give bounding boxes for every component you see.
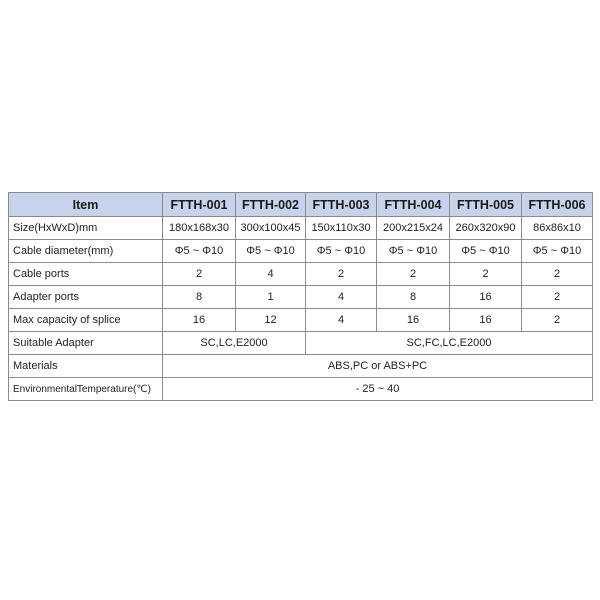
table-cell: Φ5 ~ Φ10	[163, 240, 236, 263]
materials-value: ABS,PC or ABS+PC	[163, 355, 593, 378]
header-item: Item	[9, 193, 163, 217]
suitable-adapter-group-b: SC,FC,LC,E2000	[306, 332, 593, 355]
row-cable-diameter	[9, 240, 593, 263]
header-row	[9, 193, 593, 217]
row-suitable-adapter	[9, 332, 593, 355]
table-cell: 4	[306, 286, 377, 309]
table-cell: 16	[377, 309, 450, 332]
table-cell: 16	[450, 286, 522, 309]
table-cell: 300x100x45	[236, 217, 306, 240]
table-cell: 2	[377, 263, 450, 286]
header-model-ftth-001: FTTH-001	[163, 193, 236, 217]
table-cell: Φ5 ~ Φ10	[306, 240, 377, 263]
table-cell: 260x320x90	[450, 217, 522, 240]
table-cell: 8	[163, 286, 236, 309]
row-materials	[9, 355, 593, 378]
table-cell: 2	[450, 263, 522, 286]
table-cell: Φ5 ~ Φ10	[450, 240, 522, 263]
row-label-suitable-adapter: Suitable Adapter	[9, 332, 163, 355]
table-cell: 16	[450, 309, 522, 332]
table-cell: 150x110x30	[306, 217, 377, 240]
table-cell: 8	[377, 286, 450, 309]
table-cell: 86x86x10	[522, 217, 593, 240]
table-cell: 4	[236, 263, 306, 286]
row-label-adapter-ports: Adapter ports	[9, 286, 163, 309]
row-label-max-capacity-splice: Max capacity of splice	[9, 309, 163, 332]
row-max-capacity-splice	[9, 309, 593, 332]
suitable-adapter-group-a: SC,LC,E2000	[163, 332, 306, 355]
row-label-materials: Materials	[9, 355, 163, 378]
table-cell: 16	[163, 309, 236, 332]
row-label-environmental-temperature: EnvironmentalTemperature(℃)	[9, 378, 163, 401]
environmental-temperature-value: - 25 ~ 40	[163, 378, 593, 401]
table-cell: Φ5 ~ Φ10	[522, 240, 593, 263]
row-label-cable-ports: Cable ports	[9, 263, 163, 286]
table-cell: Φ5 ~ Φ10	[377, 240, 450, 263]
table-cell: 4	[306, 309, 377, 332]
table-cell: 1	[236, 286, 306, 309]
header-model-ftth-006: FTTH-006	[522, 193, 593, 217]
row-adapter-ports	[9, 286, 593, 309]
table-cell: 2	[163, 263, 236, 286]
row-cable-ports	[9, 263, 593, 286]
table-cell: 2	[306, 263, 377, 286]
table-cell: 2	[522, 286, 593, 309]
specification-table	[8, 192, 593, 401]
header-model-ftth-005: FTTH-005	[450, 193, 522, 217]
table-cell: 2	[522, 309, 593, 332]
row-environmental-temperature	[9, 378, 593, 401]
header-model-ftth-003: FTTH-003	[306, 193, 377, 217]
table-cell: 180x168x30	[163, 217, 236, 240]
row-label-cable-diameter: Cable diameter(mm)	[9, 240, 163, 263]
table-cell: 12	[236, 309, 306, 332]
table-cell: 200x215x24	[377, 217, 450, 240]
header-model-ftth-002: FTTH-002	[236, 193, 306, 217]
header-model-ftth-004: FTTH-004	[377, 193, 450, 217]
table-cell: Φ5 ~ Φ10	[236, 240, 306, 263]
row-label-size: Size(HxWxD)mm	[9, 217, 163, 240]
row-size	[9, 217, 593, 240]
table-cell: 2	[522, 263, 593, 286]
